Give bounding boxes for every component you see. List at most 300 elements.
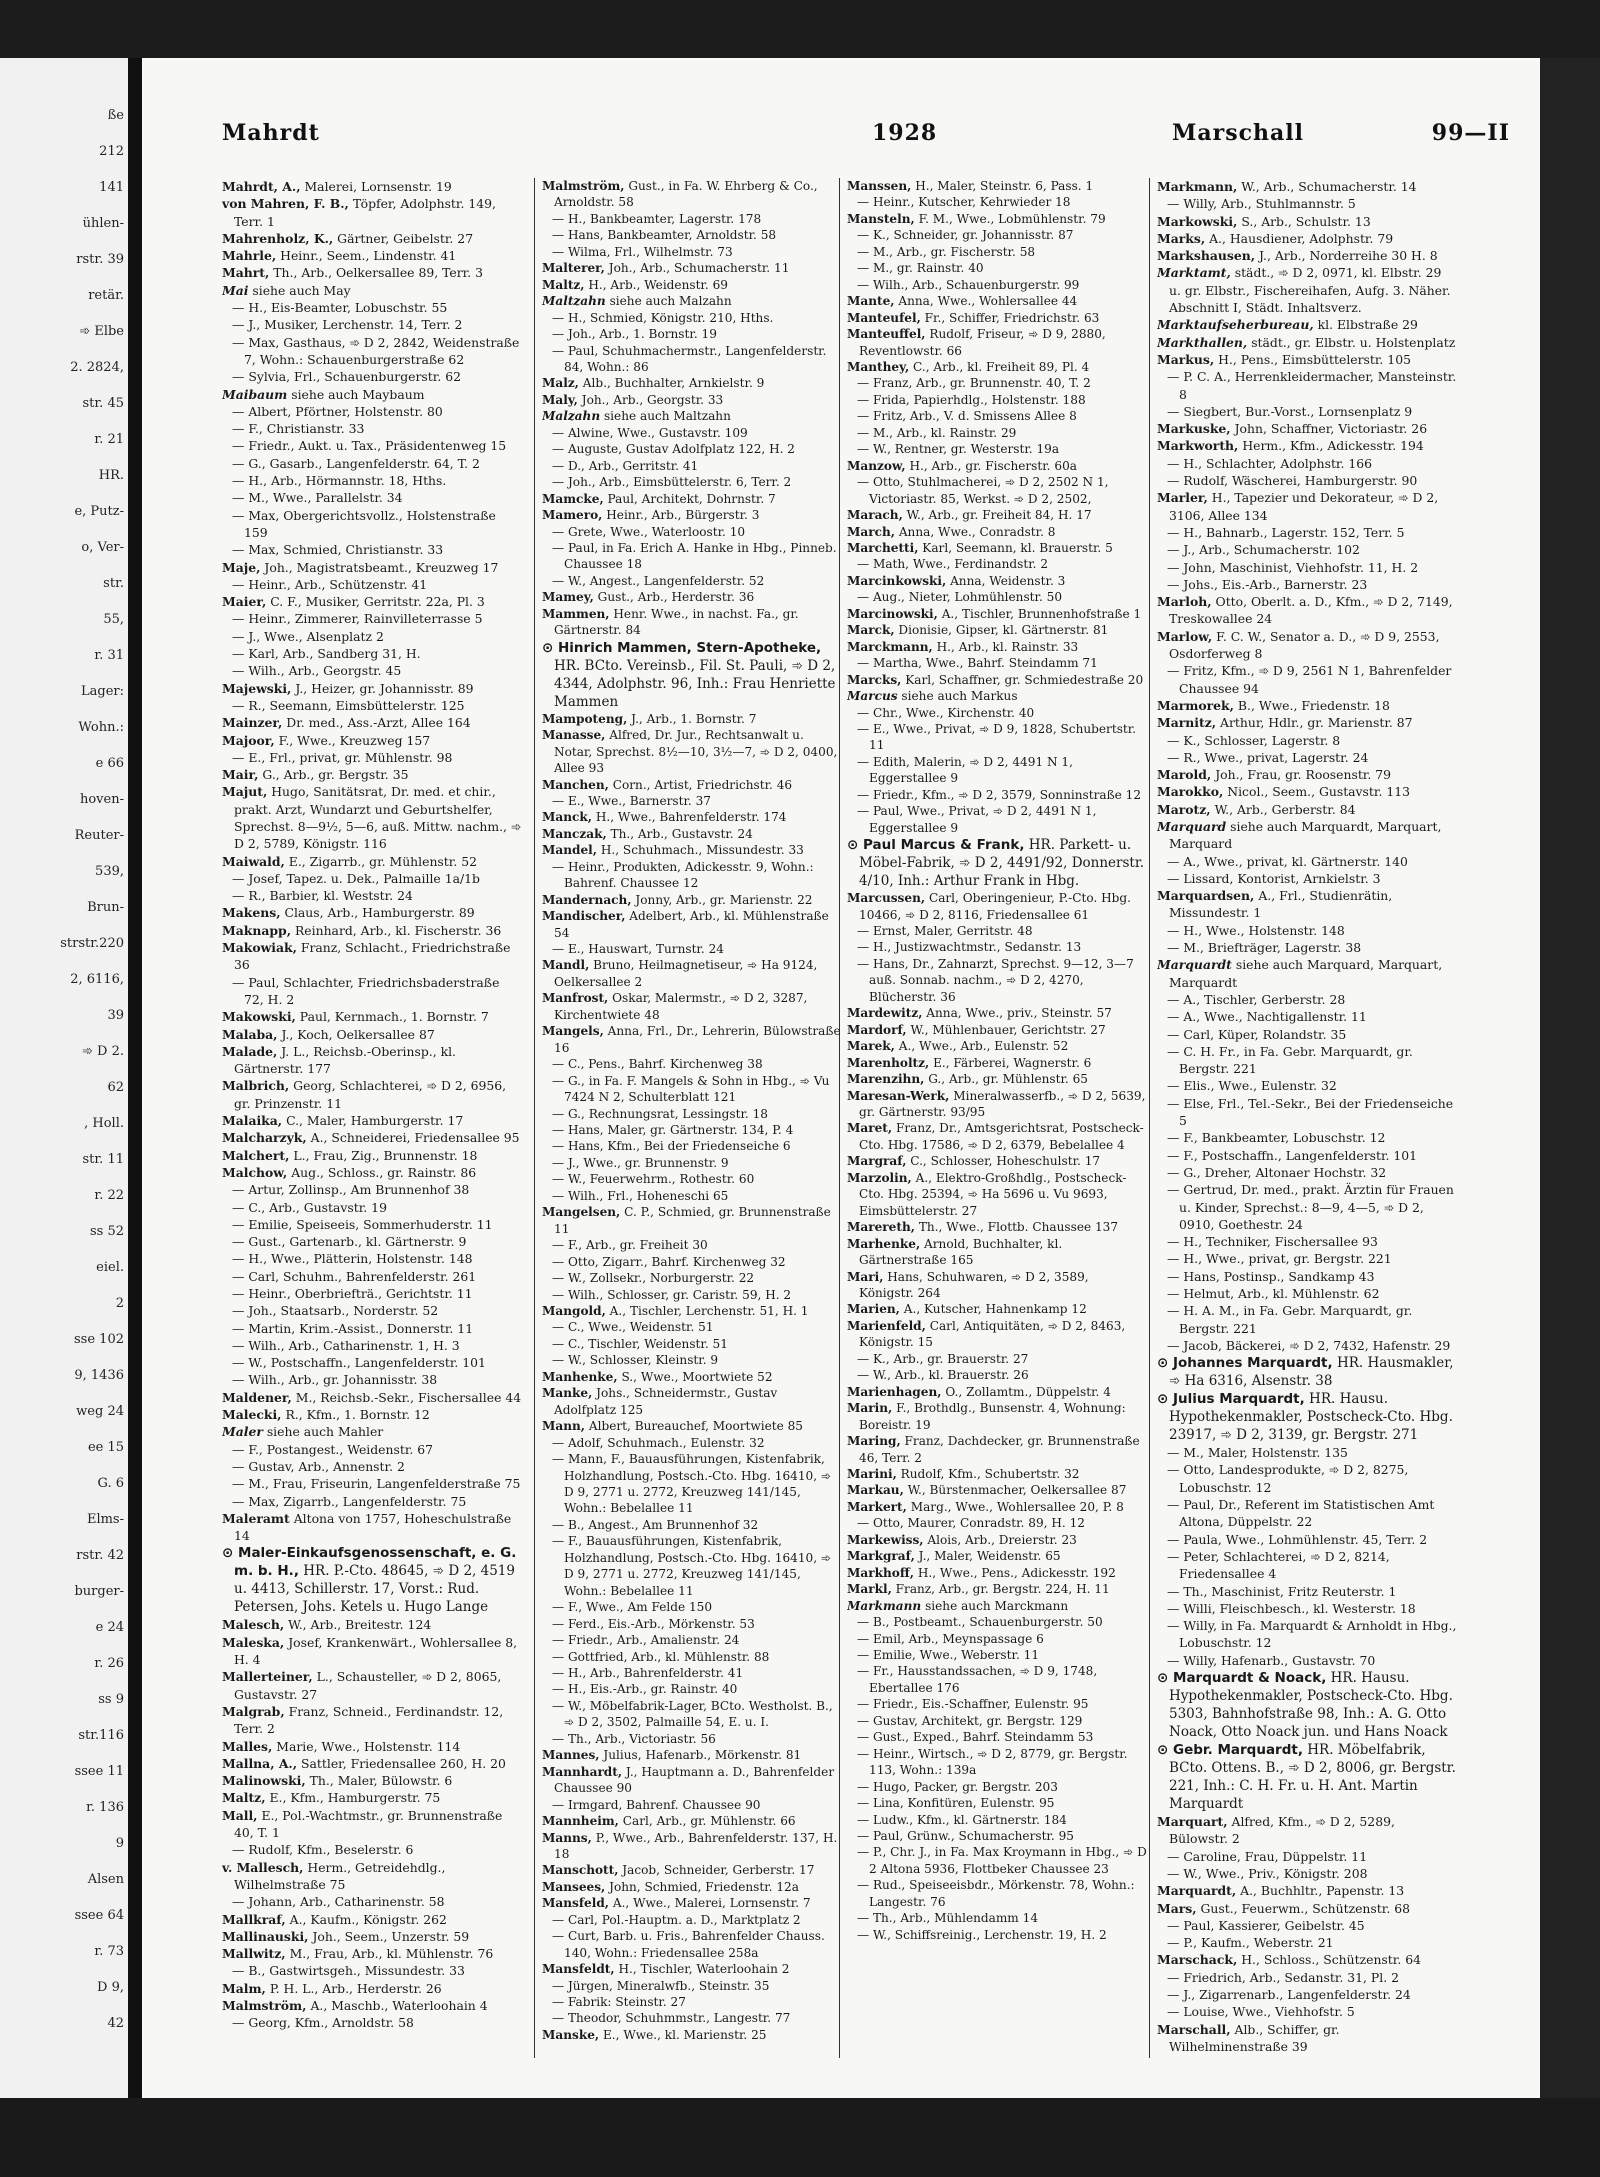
directory-entry [222,437,522,454]
directory-entry [847,573,1147,589]
directory-entry [222,1616,522,1633]
directory-entry [222,697,522,714]
entry-details: — Heinr., Produkten, Adickesstr. 9, Wohn.: Bahrenf. Chaussee 12 [552,859,814,891]
entry-details: Th., Maler, Bülowstr. 6 [309,1773,453,1789]
directory-entry [1157,956,1457,991]
entry-details: Herm., Getreidehdlg., Wilhelmstraße 75 [234,1859,446,1892]
directory-entry [1157,316,1457,333]
directory-entry [542,244,842,260]
directory-entry [222,1841,522,1858]
facing-page-fragment: Reuter- [74,828,124,843]
directory-entry [542,1533,842,1599]
entry-details: — Heinr., Zimmerer, Rainvilleterrasse 5 [232,611,483,627]
entry-details: — Wilh., Arb., Georgstr. 45 [232,663,402,679]
directory-entry [222,974,522,1009]
entry-details: Th., Arb., Oelkersallee 89, Terr. 3 [273,265,483,281]
entry-details: — Carl, Pol.-Hauptm. a. D., Marktplatz 2 [552,1912,801,1927]
entry-details: — H., Arb., Hörmannstr. 18, Hths. [232,473,447,489]
directory-entry [222,1026,522,1043]
directory-entry [222,1441,522,1458]
directory-entry [1157,662,1457,697]
directory-entry [1157,1095,1457,1130]
entry-details: C. F., Musiker, Gerritstr. 22a, Pl. 3 [270,594,485,610]
entry-surname: Marks, [1157,230,1206,246]
entry-details: Oskar, Malermstr., ➾ D 2, 3287, Kirchentwiete 48 [554,991,808,1022]
entry-details: HR. Parkett- u. Möbel-Fabrik, ➾ D 2, 4491/92, Donnerstr. 4/10, Inh.: Arthur Frank in Hbg. [859,837,1145,890]
entry-details: — Carl, Küper, Rolandstr. 35 [1167,1026,1347,1042]
entry-details: — Willy, Arb., Stuhlmannstr. 5 [1167,196,1356,212]
page-number: 99—II [1431,120,1510,146]
entry-details: H., Maler, Steinstr. 6, Pass. 1 [915,179,1094,193]
directory-entry [222,732,522,749]
directory-entry [542,458,842,474]
directory-entry [222,1164,522,1181]
entry-details: städt., ➾ D 2, 0971, kl. Elbstr. 29 u. gr. Elbstr., Fischereihafen, Aufg. 3. Näher. Abschnitt I, Städt. Inhaltsverz. [1169,265,1451,316]
entry-details: Carl, Oberingenieur, P.-Cto. Hbg. 10466, ➾ D 2, 8116, Friedensallee 61 [859,891,1131,922]
entry-surname: Markau, [847,1483,904,1498]
entry-surname: Marcussen, [847,891,926,906]
directory-entry [847,1631,1147,1647]
directory-entry [847,524,1147,540]
directory-entry [1157,887,1457,922]
entry-details: M., Frau, Arb., kl. Mühlenstr. 76 [289,1946,494,1962]
directory-entry [542,1122,842,1138]
directory-entry [1157,368,1457,403]
entry-details: — M., Briefträger, Lagerstr. 38 [1167,940,1362,956]
entry-details: Adelbert, Arb., kl. Mühlenstraße 54 [554,909,829,940]
facing-page-fragment: r. 22 [94,1188,124,1203]
entry-surname: Maresan-Werk, [847,1088,950,1103]
entry-details: F., Wwe., Kreuzweg 157 [278,732,431,748]
entry-details: — H., Justizwachtmstr., Sedanstr. 13 [857,940,1082,955]
entry-details: H., Pens., Eimsbüttelerstr. 105 [1218,351,1411,367]
entry-surname: Markhoff, [847,1565,914,1580]
directory-entry [222,1475,522,1492]
directory-entry [847,1022,1147,1038]
entry-surname: Marschack, [1157,1952,1238,1968]
entry-details: siehe auch Mahler [266,1424,384,1440]
directory-entry [222,610,522,627]
directory-entry [847,721,1147,754]
entry-details: — G., Rechnungsrat, Lessingstr. 18 [552,1106,768,1121]
entry-surname: Mammen, [542,606,610,621]
directory-entry [542,990,842,1023]
entry-surname: Mannheim, [542,1814,619,1829]
directory-entry [847,1828,1147,1844]
entry-details: — Lissard, Kontorist, Arnkielstr. 3 [1167,870,1381,886]
entry-details: H., Tapezier und Dekorateur, ➾ D 2, 3106, Allee 134 [1169,490,1439,523]
entry-details: — W., Angest., Langenfelderstr. 52 [552,573,765,588]
directory-entry [1157,732,1457,749]
entry-surname: Marler, [1157,490,1208,506]
entry-surname: Mai [222,282,249,298]
directory-entry [847,1433,1147,1466]
directory-entry [542,1665,842,1681]
entry-details: — H., Arb., Bahrenfelderstr. 41 [552,1665,744,1680]
entry-surname: Marmorek, [1157,697,1234,713]
directory-entry [847,540,1147,556]
entry-details: — C., Tischler, Weidenstr. 51 [552,1336,728,1351]
entry-details: — Emil, Arb., Meynspassage 6 [857,1631,1044,1646]
directory-entry [542,1797,842,1813]
directory-entry [222,1337,522,1354]
entry-surname: Marhenke, [847,1236,921,1251]
entry-details: G., Arb., gr. Mühlenstr. 65 [928,1072,1089,1087]
directory-entry [847,705,1147,721]
directory-entry [542,1188,842,1204]
directory-entry [542,178,842,211]
directory-entry [542,1287,842,1303]
scan-right-border [1540,58,1600,2098]
directory-entry [847,836,1147,890]
entry-details: — F., Arb., gr. Freiheit 30 [552,1238,708,1253]
directory-entry [847,1400,1147,1433]
entry-details: — B., Angest., Am Brunnenhof 32 [552,1517,759,1532]
entry-surname: Manschott, [542,1863,619,1878]
directory-entry [542,1056,842,1072]
directory-entry [222,1008,522,1025]
directory-entry [542,392,842,408]
entry-details: — Wilh., Arb., gr. Johannisstr. 38 [232,1372,438,1388]
entry-details: — Willy, Hafenarb., Gustavstr. 70 [1167,1652,1376,1668]
entry-details: H., Wwe., Pens., Adickesstr. 192 [917,1565,1116,1580]
entry-details: — G., in Fa. F. Mangels & Sohn in Hbg., ➾ Vu 7424 N 2, Schulterblatt 121 [552,1073,830,1105]
entry-details: R., Kfm., 1. Bornstr. 12 [285,1407,430,1423]
entry-details: — Gustav, Arb., Annenstr. 2 [232,1458,405,1474]
directory-entry [542,1023,842,1056]
entry-details: H., Schloss., Schützenstr. 64 [1241,1952,1421,1968]
entry-details: — W., Feuerwehrm., Rothestr. 60 [552,1172,755,1187]
facing-page-fragment: ss 52 [89,1224,124,1239]
directory-entry [847,293,1147,309]
directory-entry [1157,420,1457,437]
facing-page-fragment: r. 73 [94,1944,124,1959]
directory-entry [1157,1583,1457,1600]
entry-details: — Josef, Tapez. u. Dek., Palmaille 1a/1b [232,870,480,886]
entry-details: — Heinr., Oberbriefträ., Gerichtstr. 11 [232,1286,473,1301]
directory-entry [222,1406,522,1423]
entry-details: — J., Wwe., gr. Brunnenstr. 9 [552,1155,729,1170]
entry-details: — Friedrich, Arb., Sedanstr. 31, Pl. 2 [1167,1969,1399,1985]
entry-details: F., Brothdlg., Bunsenstr. 4, Wohnung: Boreistr. 19 [859,1401,1126,1432]
entry-details: — K., Schlosser, Lagerstr. 8 [1167,732,1341,748]
entry-details: HR. Möbelfabrik, BCto. Ottens. B., ➾ D 2, 8006, gr. Bergstr. 221, Inh.: C. H. Fr. u. H. Ant. Martin Marquardt [1169,1742,1456,1813]
entry-details: S., Arb., Schulstr. 13 [1241,213,1371,229]
directory-entry [1157,870,1457,887]
directory-entry [847,754,1147,787]
directory-entry [542,540,842,573]
entry-details: Jacob, Schneider, Gerberstr. 17 [622,1863,815,1878]
directory-entry [847,260,1147,276]
entry-details: — W., Postschaffn., Langenfelderstr. 101 [232,1355,486,1371]
directory-entry [542,1599,842,1615]
facing-page-fragment: e 24 [95,1620,124,1635]
directory-entry [222,1112,522,1129]
directory-entry [847,1812,1147,1828]
facing-page-fragment: 42 [107,2016,124,2031]
entry-surname: Mannhardt, [542,1764,623,1779]
directory-entry [222,1738,522,1755]
entry-details: — W., Zollsekr., Norburgerstr. 22 [552,1271,755,1286]
column-rule [1149,178,1150,2058]
entry-surname: Malchow, [222,1164,288,1180]
directory-entry [542,441,842,457]
entry-details: siehe auch Maybaum [291,386,425,402]
entry-details: — Gust., Gartenarb., kl. Gärtnerstr. 9 [232,1234,467,1250]
directory-entry [1157,1233,1457,1250]
directory-entry [847,1318,1147,1351]
directory-entry [222,1668,522,1703]
entry-surname: Marienfeld, [847,1318,926,1333]
directory-entry [222,766,522,783]
directory-entry [847,408,1147,424]
directory-entry [847,1301,1147,1317]
facing-page-fragment: ssee 11 [74,1764,124,1779]
entry-details: — Wilh., Arb., Schauenburgerstr. 99 [857,277,1080,292]
entry-surname: Markewiss, [847,1532,924,1547]
directory-entry [1157,178,1457,195]
entry-details: Karl, Seemann, kl. Brauerstr. 5 [922,540,1113,555]
entry-surname: Maier, [222,594,267,610]
directory-entry [542,1254,842,1270]
directory-entry [542,1237,842,1253]
entry-surname: Manczak, [542,826,607,841]
entry-details: Marie, Wwe., Holstenstr. 114 [276,1738,461,1754]
directory-entry [847,1120,1147,1153]
entry-details: A., Hausdiener, Adolphstr. 79 [1209,230,1394,246]
entry-surname: Malz, [542,376,579,391]
entry-details: — M., Wwe., Parallelstr. 34 [232,490,403,506]
entry-details: Altona von 1757, Hoheschulstraße 14 [234,1510,512,1544]
entry-surname: Mallerteiner, [222,1669,313,1685]
directory-entry [222,178,522,195]
facing-page-fragment: ße [107,108,124,123]
entry-details: — M., Maler, Holstenstr. 135 [1167,1445,1348,1461]
entry-details: — H. A. M., in Fa. Gebr. Marquardt, gr. Bergstr. 221 [1167,1303,1413,1336]
entry-details: — A., Wwe., privat, kl. Gärtnerstr. 140 [1167,853,1408,869]
entry-details: — F., Bankbeamter, Lobuschstr. 12 [1167,1130,1386,1146]
directory-entry [542,1073,842,1106]
facing-page-fragment: ee 15 [87,1440,124,1455]
entry-surname: Malchert, [222,1147,290,1163]
entry-details: Bruno, Heilmagnetiseur, ➾ Ha 9124, Oelkersallee 2 [554,958,818,989]
entry-surname: Mari, [847,1269,884,1284]
head-first-entry: Mahrdt [222,120,320,146]
facing-page-fragment: HR. [98,468,124,483]
directory-entry [222,247,522,264]
entry-details: Anna, Weidenstr. 3 [950,573,1066,588]
entry-details: — Paul, Dr., Referent im Statistischen Amt Altona, Düppelstr. 22 [1167,1497,1435,1530]
directory-entry [222,1077,522,1112]
entry-details: HR. P.-Cto. 48645, ➾ D 2, 4519 u. 4413, Schillerstr. 17, Vorst.: Rud. Petersen, Johs. Ketels u. Hugo Lange [234,1563,515,1616]
entry-surname: Mangelsen, [542,1205,621,1220]
directory-entry [542,573,842,589]
entry-surname: Malcharzyk, [222,1130,307,1146]
entry-details: A., Frl., Studienrätin, Missundestr. 1 [1169,888,1393,921]
directory-entry [847,1269,1147,1302]
directory-entry [222,403,522,420]
entry-details: siehe auch Marquardt, Marquart, Marquard [1169,818,1442,852]
directory-entry [1157,1600,1457,1617]
directory-entry [542,2027,842,2043]
entry-surname: Maltz, [542,277,585,292]
directory-entry [222,904,522,921]
facing-page-fragment: , Holl. [84,1116,124,1131]
entry-surname: Mallinauski, [222,1928,309,1944]
directory-entry [847,375,1147,391]
entry-surname: Manhenke, [542,1369,618,1384]
directory-entry [222,922,522,939]
facing-page-fragment: rstr. 42 [76,1548,124,1563]
entry-details: — K., Arb., gr. Brauerstr. 27 [857,1351,1029,1366]
directory-entry [542,1698,842,1731]
directory-entry [1157,264,1457,316]
entry-details: A., Kutscher, Hahnenkamp 12 [903,1302,1087,1317]
facing-page-fragment: rstr. 39 [76,252,124,267]
entry-surname: Malade, [222,1043,278,1059]
entry-surname: Mardewitz, [847,1006,923,1021]
directory-entry [1157,472,1457,489]
directory-entry [222,282,522,299]
entry-details: siehe auch Marckmann [925,1598,1069,1613]
entry-details: — John, Maschinist, Viehhofstr. 11, H. 2 [1167,559,1419,575]
directory-entry [1157,1741,1457,1813]
directory-entry [222,1233,522,1250]
entry-surname: Markthallen, [1157,334,1248,350]
entry-surname: Mardorf, [847,1022,907,1037]
entry-details: A., Tischler, Lerchenstr. 51, H. 1 [609,1304,809,1318]
directory-entry [542,1138,842,1154]
entry-details: J., Hauptmann a. D., Bahrenfelder Chaussee 90 [554,1764,835,1796]
scan-bottom-border [0,2098,1600,2177]
directory-entry [1157,714,1457,731]
entry-details: G., Arb., gr. Bergstr. 35 [262,767,409,783]
entry-details: — Otto, Stuhlmacherei, ➾ D 2, 2502 N 1, Victoriastr. 85, Werkst. ➾ D 2, 2502, [857,475,1109,506]
entry-details: Heinr., Arb., Bürgerstr. 3 [606,508,760,523]
entry-details: A., Maschb., Waterloohain 4 [310,1997,488,2013]
directory-entry [542,606,842,639]
entry-details: — Siegbert, Bur.-Vorst., Lornsenplatz 9 [1167,403,1413,419]
entry-surname: Malinowski, [222,1773,306,1789]
entry-surname: Manssen, [847,179,912,193]
entry-surname: Maibaum [222,386,288,402]
entry-details: Arnold, Buchhalter, kl. Gärtnerstraße 165 [859,1236,1063,1268]
directory-entry [222,1859,522,1894]
entry-details: Töpfer, Adolphstr. 149, Terr. 1 [234,196,496,229]
directory-entry [1157,351,1457,368]
entry-details: Rudolf, Kfm., Schubertstr. 32 [900,1466,1080,1481]
entry-details: — Franz, Arb., gr. Brunnenstr. 40, T. 2 [857,376,1091,391]
directory-entry [847,194,1147,210]
directory-entry [1157,853,1457,870]
facing-page-fragment: G. 6 [97,1476,124,1491]
directory-entry [542,1418,842,1434]
entry-details: — J., Wwe., Alsenplatz 2 [232,628,384,644]
entry-surname: Marotz, [1157,801,1211,817]
entry-surname: Manke, [542,1386,593,1401]
directory-entry [1157,1548,1457,1583]
entry-details: Claus, Arb., Hamburgerstr. 89 [284,905,475,921]
directory-entry [1157,1444,1457,1461]
directory-entry [847,622,1147,638]
entry-details: — F., Wwe., Am Felde 150 [552,1600,713,1615]
directory-entry [847,1236,1147,1269]
facing-page-fragment: r. 21 [94,432,124,447]
directory-entry [542,1204,842,1237]
directory-entry [1157,524,1457,541]
entry-details: Arthur, Hdlr., gr. Marienstr. 87 [1220,715,1413,731]
entry-details: HR. BCto. Vereinsb., Fil. St. Pauli, ➾ D 2, 4344, Adolphstr. 96, Inh.: Frau Henriette Mammen [554,657,836,710]
entry-details: — Else, Frl., Tel.-Sekr., Bei der Friedenseiche 5 [1167,1095,1454,1129]
entry-details: F. M., Wwe., Lobmühlenstr. 79 [918,211,1106,226]
entry-surname: Mandernach, [542,892,632,907]
entry-details: — E., Wwe., Barnerstr. 37 [552,793,711,808]
entry-details: städt., gr. Elbstr. u. Holstenplatz [1251,334,1456,350]
entry-surname: Marloh, [1157,594,1212,610]
entry-surname: ⊙ Johannes Marquardt, [1157,1355,1333,1372]
entry-details: — P., Chr. J., in Fa. Max Kroymann in Hbg., ➾ D 2 Altona 5936, Flottbeker Chaussee 23 [857,1845,1147,1876]
directory-entry [222,1945,522,1962]
entry-details: Th., Wwe., Flottb. Chaussee 137 [918,1220,1119,1235]
directory-entry [542,727,842,776]
facing-page-fragment: weg 24 [76,1404,124,1419]
directory-entry [847,1663,1147,1696]
entry-details: Otto, Oberlt. a. D., Kfm., ➾ D 2, 7149, Treskowallee 24 [1169,594,1453,627]
facing-page-fragment: retär. [88,288,124,303]
entry-details: — Martha, Wwe., Bahrf. Steindamm 71 [857,656,1098,671]
facing-page-fragment: 9 [115,1836,124,1851]
entry-details: — Fritz, Arb., V. d. Smissens Allee 8 [857,409,1077,424]
entry-details: — Frida, Papierhdlg., Holstenstr. 188 [857,392,1086,407]
directory-entry [1157,1531,1457,1548]
directory-entry [222,628,522,645]
entry-details: Johs., Schneidermstr., Gustav Adolfplatz 125 [554,1386,778,1417]
directory-entry [542,1616,842,1632]
directory-entry [847,1647,1147,1663]
directory-entry [222,1911,522,1928]
entry-surname: Mahrdt, A., [222,179,301,194]
directory-entry [542,793,842,809]
entry-details: — H., Eis-Beamter, Lobuschstr. 55 [232,300,448,316]
directory-entry [222,662,522,679]
directory-entry [542,1681,842,1697]
directory-entry [1157,1164,1457,1181]
directory-entry [847,211,1147,227]
entry-details: E., Zigarrb., gr. Mühlenstr. 52 [288,853,477,869]
entry-details: — Paul, Wwe., Privat, ➾ D 2, 4491 N 1, Eggerstallee 9 [857,804,1097,835]
directory-entry [222,1043,522,1078]
entry-surname: Marenzihn, [847,1072,925,1087]
entry-details: — A., Tischler, Gerberstr. 28 [1167,991,1346,1007]
directory-entry [542,1155,842,1171]
entry-surname: Manthey, [847,359,910,374]
entry-details: — Otto, Landesprodukte, ➾ D 2, 8275, Lobuschstr. 12 [1167,1462,1409,1495]
head-year: 1928 [872,120,938,146]
entry-details: Gärtner, Geibelstr. 27 [337,230,474,246]
entry-details: — Math, Wwe., Ferdinandstr. 2 [857,557,1049,572]
entry-details: Alb., Buchhalter, Arnkielstr. 9 [582,376,765,391]
entry-surname: ⊙ Paul Marcus & Frank, [847,837,1025,854]
entry-details: — Rud., Speiseeisbdr., Mörkenstr. 78, Wohn.: Langestr. 76 [857,1878,1135,1909]
directory-entry [1157,1669,1457,1741]
directory-entry [847,458,1147,474]
entry-surname: Makens, [222,905,281,921]
entry-details: — Otto, Maurer, Conradstr. 89, H. 12 [857,1516,1085,1531]
directory-entry [1157,1813,1457,1848]
entry-details: — Wilh., Schlosser, gr. Caristr. 59, H. 2 [552,1287,792,1302]
directory-entry [847,507,1147,523]
directory-entry [542,1435,842,1451]
